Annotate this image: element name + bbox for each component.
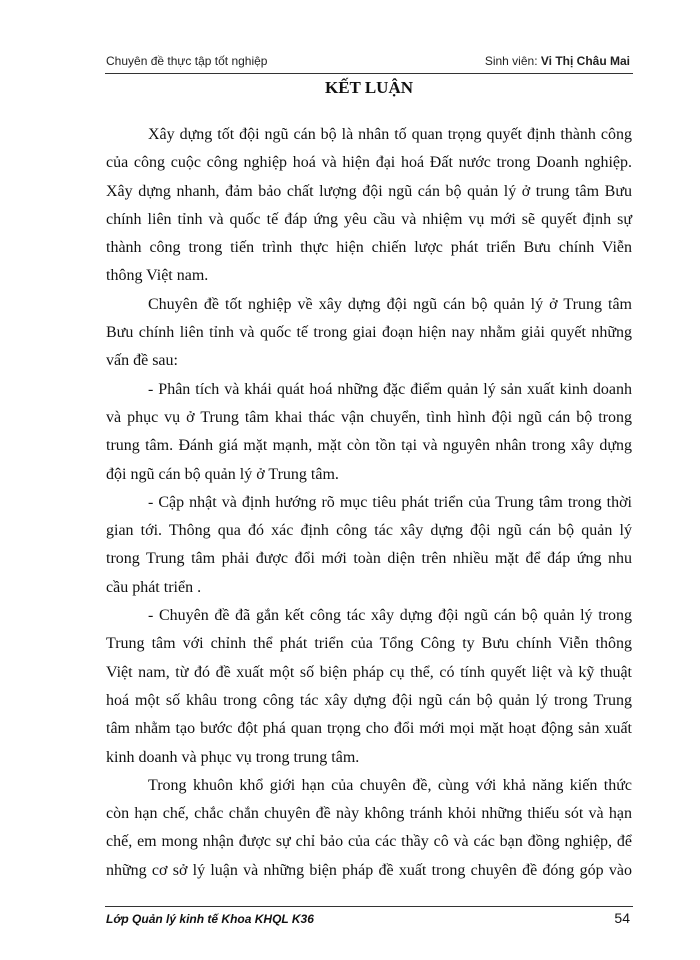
header-right (485, 54, 630, 68)
paragraph (106, 376, 632, 489)
text-line: - Phân tích và khái quát hoá những đặc điểm quản lý sản xuất kinh doanh (148, 380, 632, 398)
text-line: Bưu chính liên tỉnh và quốc tế trong giai đoạn hiện nay nhằm giải quyết những (106, 324, 632, 342)
text-line: đội ngũ cán bộ quản lý ở Trung tâm. (106, 465, 339, 483)
footer-rule (105, 906, 633, 907)
text-line: tâm nhằm tạo bước đột phá quan trọng cho đổi mới mọi mặt hoạt động sản xuất (106, 720, 632, 738)
text-line: hoá một số khâu trong công tác xây dựng đội ngũ cán bộ quản lý trong Trung (106, 691, 632, 709)
text-line: trung tâm. Đánh giá mặt mạnh, mặt còn tồn tại và nguyên nhân trong xây dựng (106, 437, 632, 455)
text-line: Việt nam, từ đó đề xuất một số biện pháp cụ thể, có tính quyết liệt và kỹ thuật (106, 663, 632, 681)
text-line: kinh doanh và phục vụ trong trung tâm. (106, 748, 360, 766)
text-line: Xây dựng nhanh, đảm bảo chất lượng đội ngũ cán bộ quản lý ở trung tâm Bưu (106, 182, 632, 200)
paragraph (106, 291, 632, 376)
paragraph (106, 121, 632, 291)
text-line: thành công trong tiến trình thực hiện chiến lược phát triển Bưu chính Viễn (106, 239, 632, 257)
text-line: Trong khuôn khổ giới hạn của chuyên đề, cùng với khả năng kiến thức (148, 776, 632, 794)
text-line: còn hạn chế, chắc chắn chuyên đề này không tránh khỏi những thiếu sót và hạn (106, 805, 632, 823)
text-line: chế, em mong nhận được sự chỉ bảo của các thầy cô và các bạn đồng nghiệp, để (106, 833, 632, 851)
header-student-name: Vi Thị Châu Mai (540, 54, 630, 68)
text-line: vấn đề sau: (106, 352, 178, 370)
header-student-label: Sinh viên: (484, 54, 538, 68)
text-line: trong Trung tâm phải được đổi mới toàn diện trên nhiều mặt để đáp ứng nhu (106, 550, 632, 568)
header-rule (105, 73, 633, 74)
header-left: Chuyên đề thực tập tốt nghiệp (106, 54, 268, 68)
text-line: Trung tâm với chỉnh thể phát triển của Tổng Công ty Bưu chính Viễn thông (106, 635, 632, 653)
text-line: Chuyên đề tốt nghiệp về xây dựng đội ngũ cán bộ quản lý ở Trung tâm (148, 295, 632, 313)
text-line: Xây dựng tốt đội ngũ cán bộ là nhân tố quan trọng quyết định thành công (148, 126, 632, 143)
text-line: - Chuyên đề đã gắn kết công tác xây dựng đội ngũ cán bộ quản lý trong (148, 607, 632, 625)
text-line: chính liên tỉnh và quốc tế đáp ứng yêu cầu và nhiệm vụ mới sẽ quyết định sự (106, 210, 632, 228)
text-line: của công cuộc công nghiệp hoá và hiện đại hoá Đất nước trong Doanh nghiệp. (106, 154, 632, 172)
footer-left: Lớp Quản lý kinh tế Khoa KHQL K36 (106, 912, 314, 926)
page-title: KẾT LUẬN (324, 78, 413, 97)
text-line: cầu phát triển . (106, 578, 202, 596)
paragraph (106, 489, 632, 602)
text-line: thông Việt nam. (106, 267, 209, 285)
text-line: gian tới. Thông qua đó xác định công tác xây dựng đội ngũ cán bộ quản lý (106, 522, 632, 540)
paragraph (106, 602, 632, 772)
text-line: - Cập nhật và định hướng rõ mục tiêu phát triển của Trung tâm trong thời (148, 493, 632, 511)
text-line: những cơ sở lý luận và những biện pháp đề xuất trong chuyên đề đóng góp vào (106, 861, 632, 879)
body-text (106, 121, 632, 885)
page-number: 54 (614, 910, 630, 926)
text-line: và phục vụ ở Trung tâm khai thác vận chuyển, tình hình đội ngũ cán bộ trong (106, 408, 632, 426)
paragraph (106, 772, 632, 885)
